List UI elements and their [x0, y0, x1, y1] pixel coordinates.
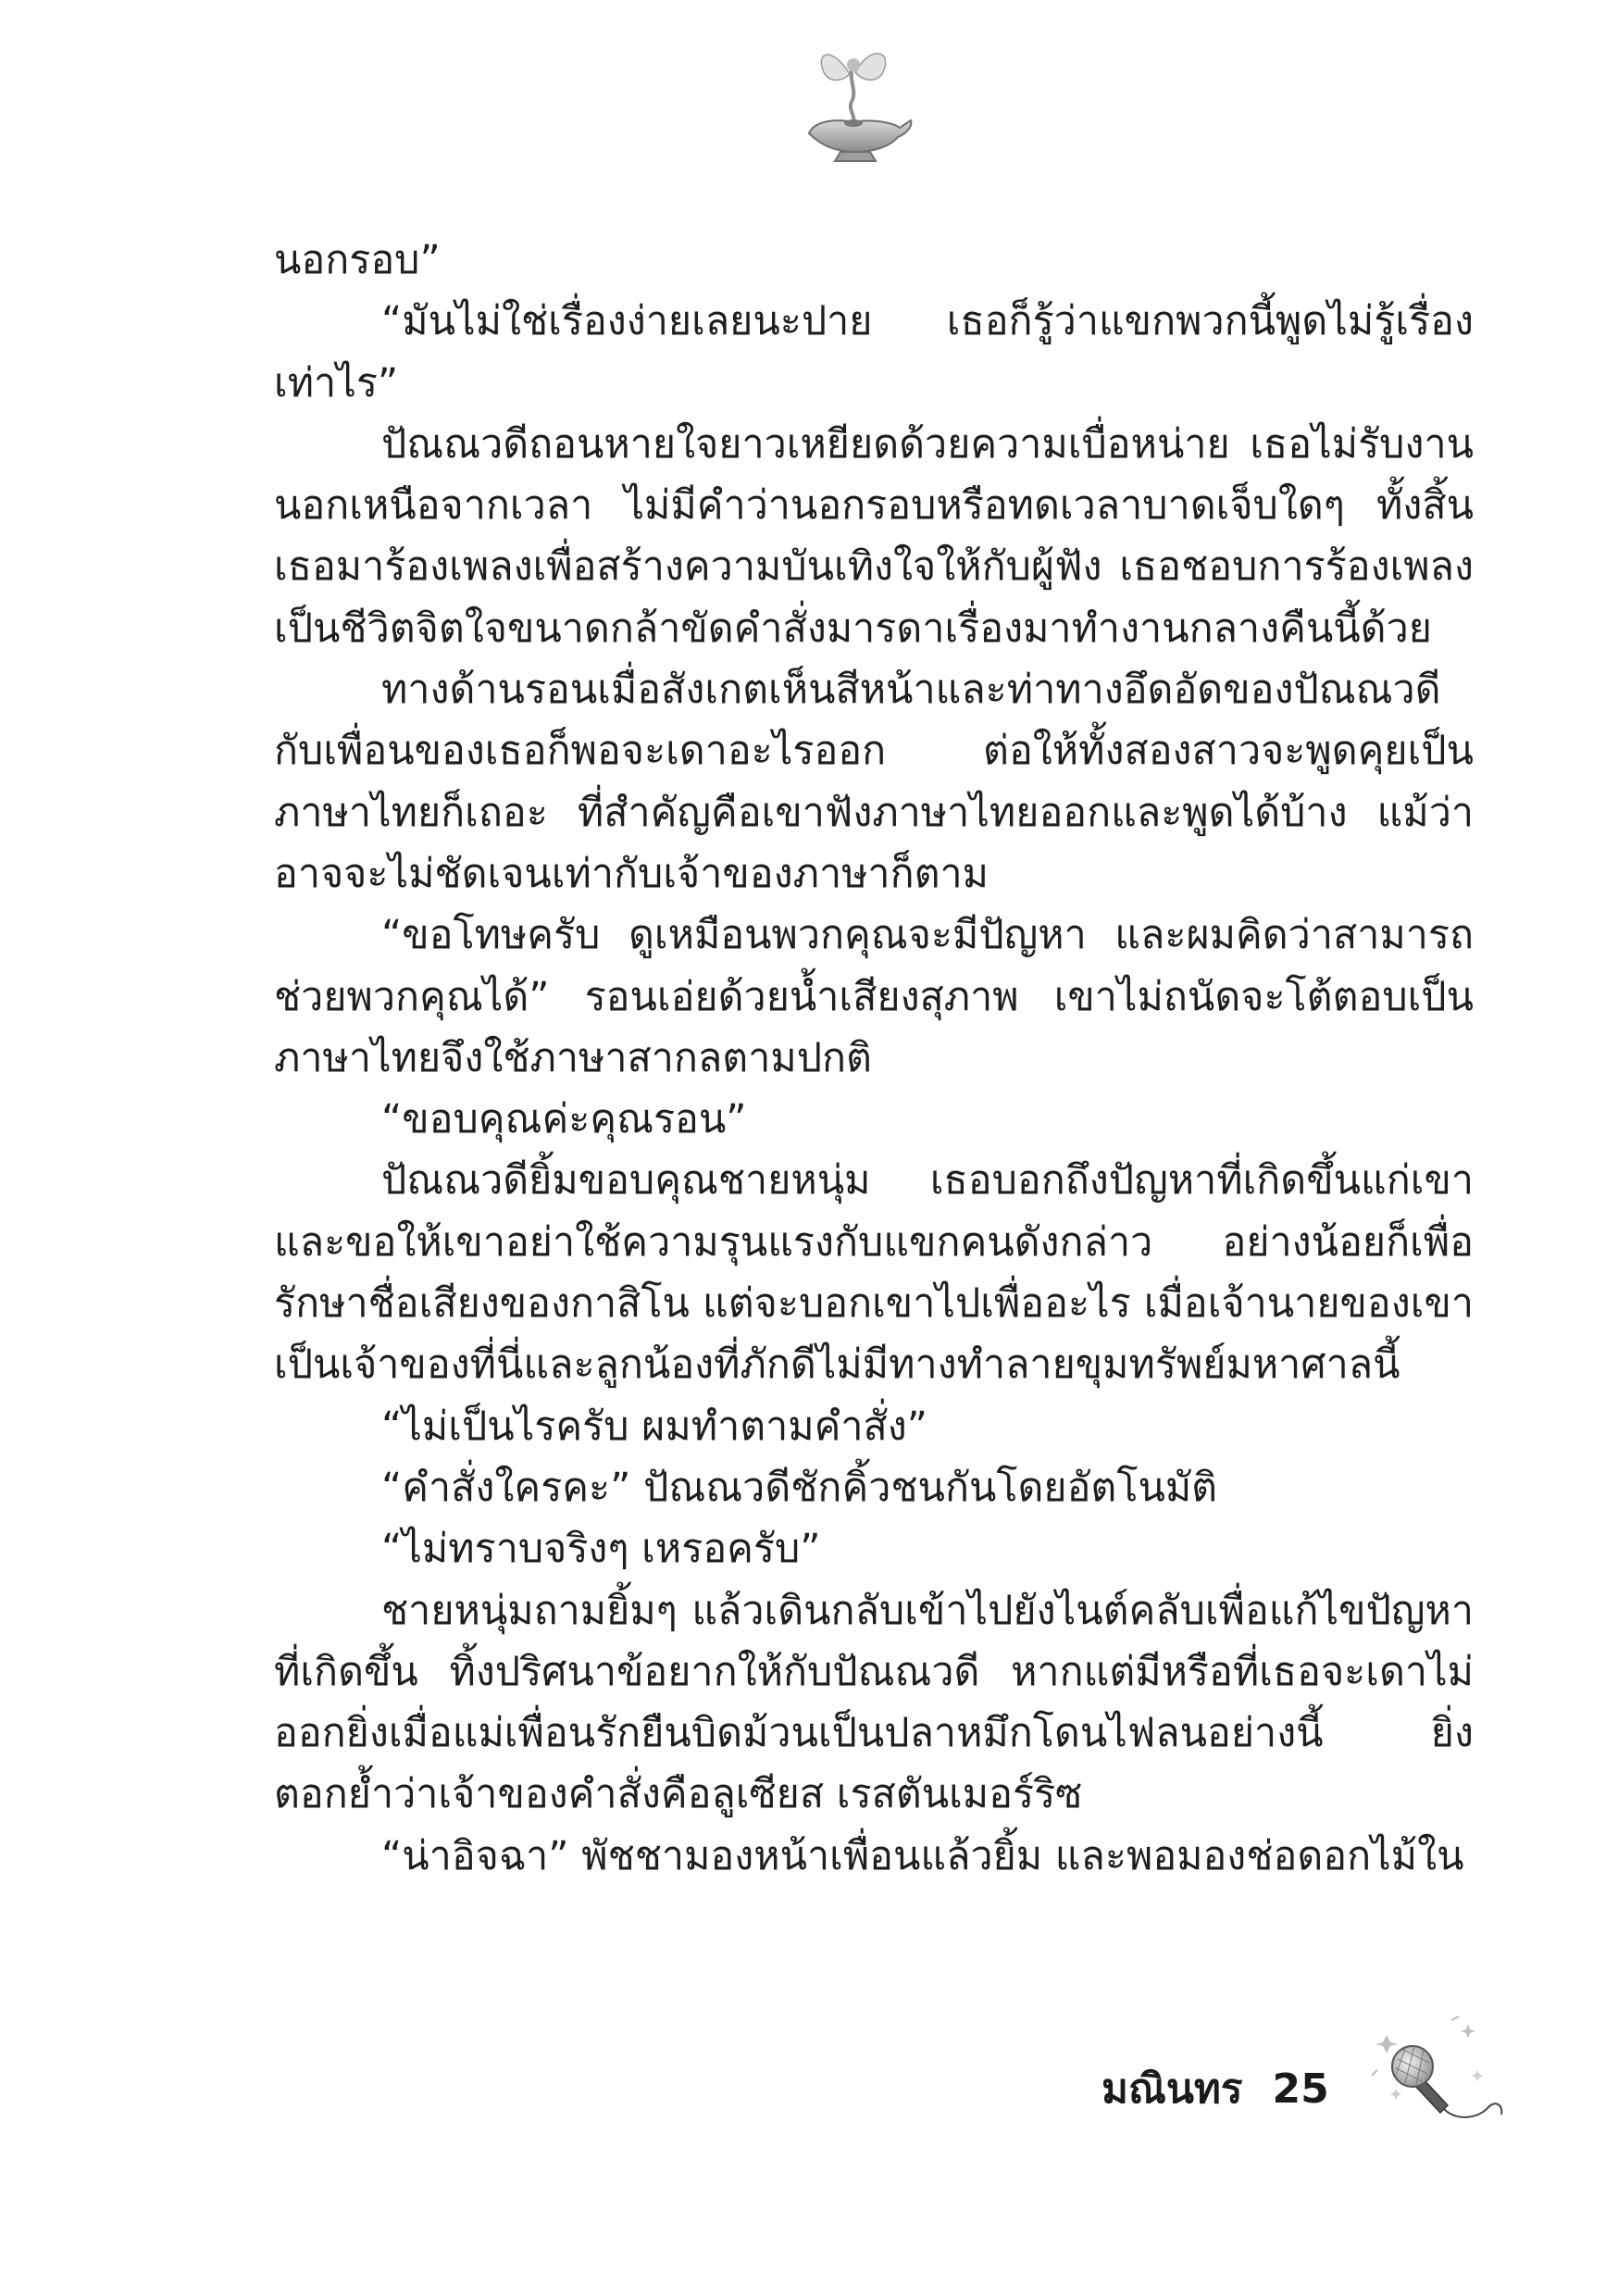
paragraph: “ขอบคุณค่ะคุณรอน” [381, 1096, 747, 1143]
paragraph: “ขอโทษครับ ดูเหมือนพวกคุณจะมีปัญหา และผมคิดว่าสามารถช่วยพวกคุณได้” รอนเอ่ยด้วยน้ำเสียงสุภาพ เขาไม่ถนัดจะโต้ตอบเป็นภาษาไทยจึงใช้ภาษาสากลตามปกติ [274, 912, 1474, 1081]
microphone-icon [1368, 2015, 1507, 2135]
paragraph: ปัณณวดียิ้มขอบคุณชายหนุ่ม เธอบอกถึงปัญหาที่เกิดขึ้นแก่เขาและขอให้เขาอย่าใช้ความรุนแรงกับแขกคนดังกล่าว อย่างน้อยก็เพื่อรักษาชื่อเสียงของกาสิโน แต่จะบอกเขาไปเพื่ออะไร เมื่อเจ้านายของเขาเป็นเจ้าของที่นี่และลูกน้องที่ภักดีไม่มีทางทำลายขุมทรัพย์มหาศาลนี้ [274, 1157, 1474, 1389]
author-name: มณินทร [1101, 2065, 1243, 2113]
paragraph: “ไม่เป็นไรครับ ผมทำตามคำสั่ง” [381, 1403, 928, 1450]
paragraph: ชายหนุ่มถามยิ้มๆ แล้วเดินกลับเข้าไปยังไนต์คลับเพื่อแก้ไขปัญหาที่เกิดขึ้น ทิ้งปริศนาข้อยากให้กับปัณณวดี หากแต่มีหรือที่เธอจะเดาไม่ออกยิ่งเมื่อแม่เพื่อนรักยืนบิดม้วนเป็นปลาหมึกโดนไฟลนอย่างนี้ ยิ่งตอกย้ำว่าเจ้าของคำสั่งคือลูเซียส เรสตันเมอร์ริซ [274, 1587, 1474, 1818]
paragraph: ทางด้านรอนเมื่อสังเกตเห็นสีหน้าและท่าทางอึดอัดของปัณณวดีกับเพื่อนของเธอก็พอจะเดาอะไรออก ต่อให้ทั้งสองสาวจะพูดคุยเป็นภาษาไทยก็เถอะ ที่สำคัญคือเขาฟังภาษาไทยออกและพูดได้บ้าง แม้ว่าอาจจะไม่ชัดเจนเท่ากับเจ้าของภาษาก็ตาม [274, 667, 1474, 897]
paragraph: “คำสั่งใครคะ” ปัณณวดีชักคิ้วชนกันโดยอัตโนมัติ [381, 1464, 1218, 1511]
page-footer [1101, 2052, 1329, 2126]
paragraph: “มันไม่ใช่เรื่องง่ายเลยนะปาย เธอก็รู้ว่าแขกพวกนี้พูดไม่รู้เรื่องเท่าไร” [274, 298, 1474, 406]
paragraph: ปัณณวดีถอนหายใจยาวเหยียดด้วยความเบื่อหน่าย เธอไม่รับงานนอกเหนือจากเวลา ไม่มีคำว่านอกรอบหรือทดเวลาบาดเจ็บใดๆ ทั้งสิ้น เธอมาร้องเพลงเพื่อสร้างความบันเทิงใจให้กับผู้ฟัง เธอชอบการร้องเพลงเป็นชีวิตจิตใจขนาดกล้าขัดคำสั่งมารดาเรื่องมาทำงานกลางคืนนี้ด้วย [274, 420, 1474, 652]
lamp-fairy-icon [796, 37, 916, 167]
paragraph: “ไม่ทราบจริงๆ เหรอครับ” [381, 1526, 821, 1573]
paragraph: นอกรอบ” [274, 237, 441, 283]
paragraph: “น่าอิจฉา” พัชชามองหน้าเพื่อนแล้วยิ้ม และพอมองช่อดอกไม้ใน [381, 1832, 1464, 1879]
body-text [274, 230, 1474, 1887]
page-number: 25 [1272, 2065, 1329, 2113]
